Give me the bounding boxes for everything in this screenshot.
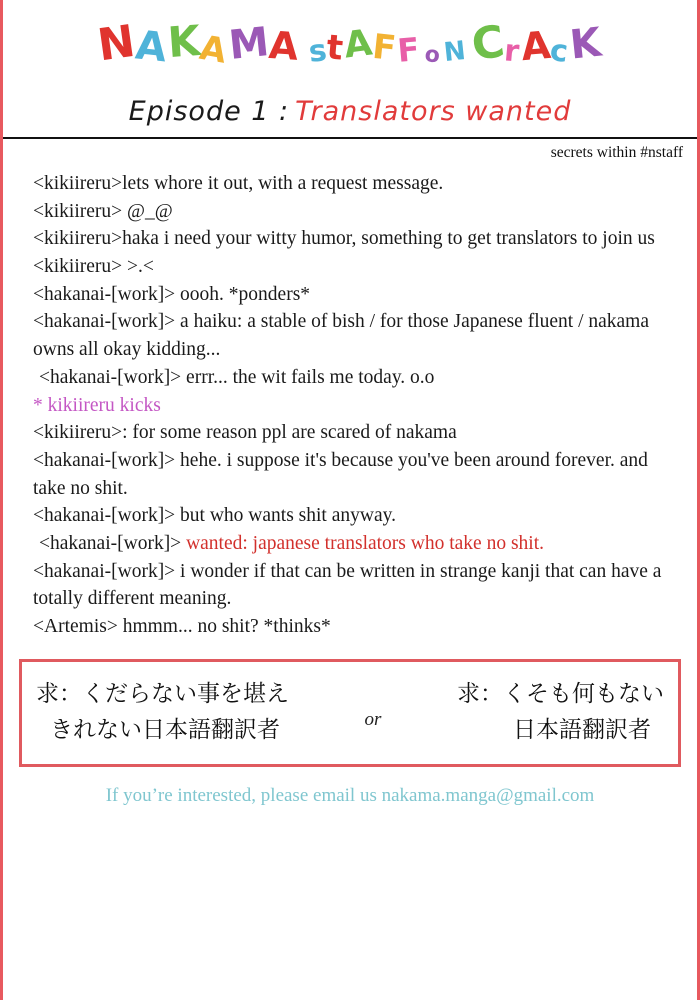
chat-action-text: * kikiireru kicks: [33, 394, 161, 416]
title-letter: F: [395, 30, 422, 70]
chat-highlight-text: wanted: japanese translators who take no shit.: [186, 532, 545, 554]
episode-label: Episode 1 :: [128, 96, 290, 127]
title-letter: M: [226, 18, 272, 70]
chat-line: <kikiireru> >.<: [33, 256, 154, 278]
chat-line: <hakanai-[work]> errr... the wit fails me today. o.o: [39, 366, 435, 388]
chat-nick: <hakanai-[work]>: [39, 532, 187, 554]
title-letter: C: [468, 15, 509, 72]
request-left-line1: 求：くだらない事を堪え: [36, 681, 289, 708]
title-letter: N: [441, 35, 468, 69]
title-letter: N: [94, 15, 139, 72]
chat-line: <hakanai-[work]> hehe. i suppose it's because you've been around forever. and take no shit.: [33, 449, 648, 499]
chat-line: <kikiireru>lets whore it out, with a request message.: [33, 173, 444, 194]
request-right-line1: 求：くそも何もない: [457, 681, 664, 708]
title-letter: K: [165, 15, 203, 68]
request-right-line2: 日本語翻訳者: [513, 716, 651, 743]
request-or: or: [364, 708, 382, 730]
title-letter: A: [519, 22, 554, 70]
contact-footer: If you’re interested, please email us nakama.manga@gmail.com: [105, 784, 595, 806]
title-letter: s: [306, 33, 330, 70]
title-letter: r: [502, 33, 522, 70]
request-right: [457, 677, 664, 748]
title-letter: o: [423, 42, 443, 69]
chat-line: [33, 392, 679, 420]
comic-page: [3, 0, 697, 1000]
title-letter: F: [370, 26, 399, 70]
chat-line: <kikiireru>haka i need your witty humor, something to get translators to join us: [33, 228, 655, 250]
chat-line: <hakanai-[work]> i wonder if that can be written in strange kanji that can have a totally different meaning.: [33, 560, 662, 610]
chat-line: <kikiireru> @_@: [33, 200, 173, 222]
title-letter: A: [267, 22, 302, 70]
chat-line: <hakanai-[work]> a haiku: a stable of bish / for those Japanese fluent / nakama owns all okay kidding...: [33, 311, 649, 361]
chat-line: <hakanai-[work]> oooh. *ponders*: [33, 283, 311, 305]
episode-heading: [3, 96, 697, 127]
chat-log: [3, 162, 697, 641]
title-letter: A: [196, 27, 231, 72]
chat-line: [33, 530, 679, 558]
episode-title: Translators wanted: [295, 96, 572, 127]
title-letter: K: [567, 19, 605, 69]
chat-line: <hakanai-[work]> but who wants shit anyway.: [33, 505, 396, 527]
title-letter: A: [341, 22, 376, 67]
request-left: [36, 677, 289, 748]
title-letter: t: [324, 27, 346, 69]
subtitle: secrets within #nstaff: [550, 144, 683, 161]
title-letters: [94, 15, 605, 72]
page-title: [3, 0, 697, 78]
chat-line: <Artemis> hmmm... no shit? *thinks*: [33, 616, 331, 637]
title-letter: A: [133, 22, 170, 72]
title-letter: c: [548, 32, 572, 70]
chat-line: <kikiireru>: for some reason ppl are scared of nakama: [33, 422, 457, 444]
request-box: [19, 659, 681, 767]
request-left-line2: きれない日本語翻訳者: [50, 716, 280, 743]
